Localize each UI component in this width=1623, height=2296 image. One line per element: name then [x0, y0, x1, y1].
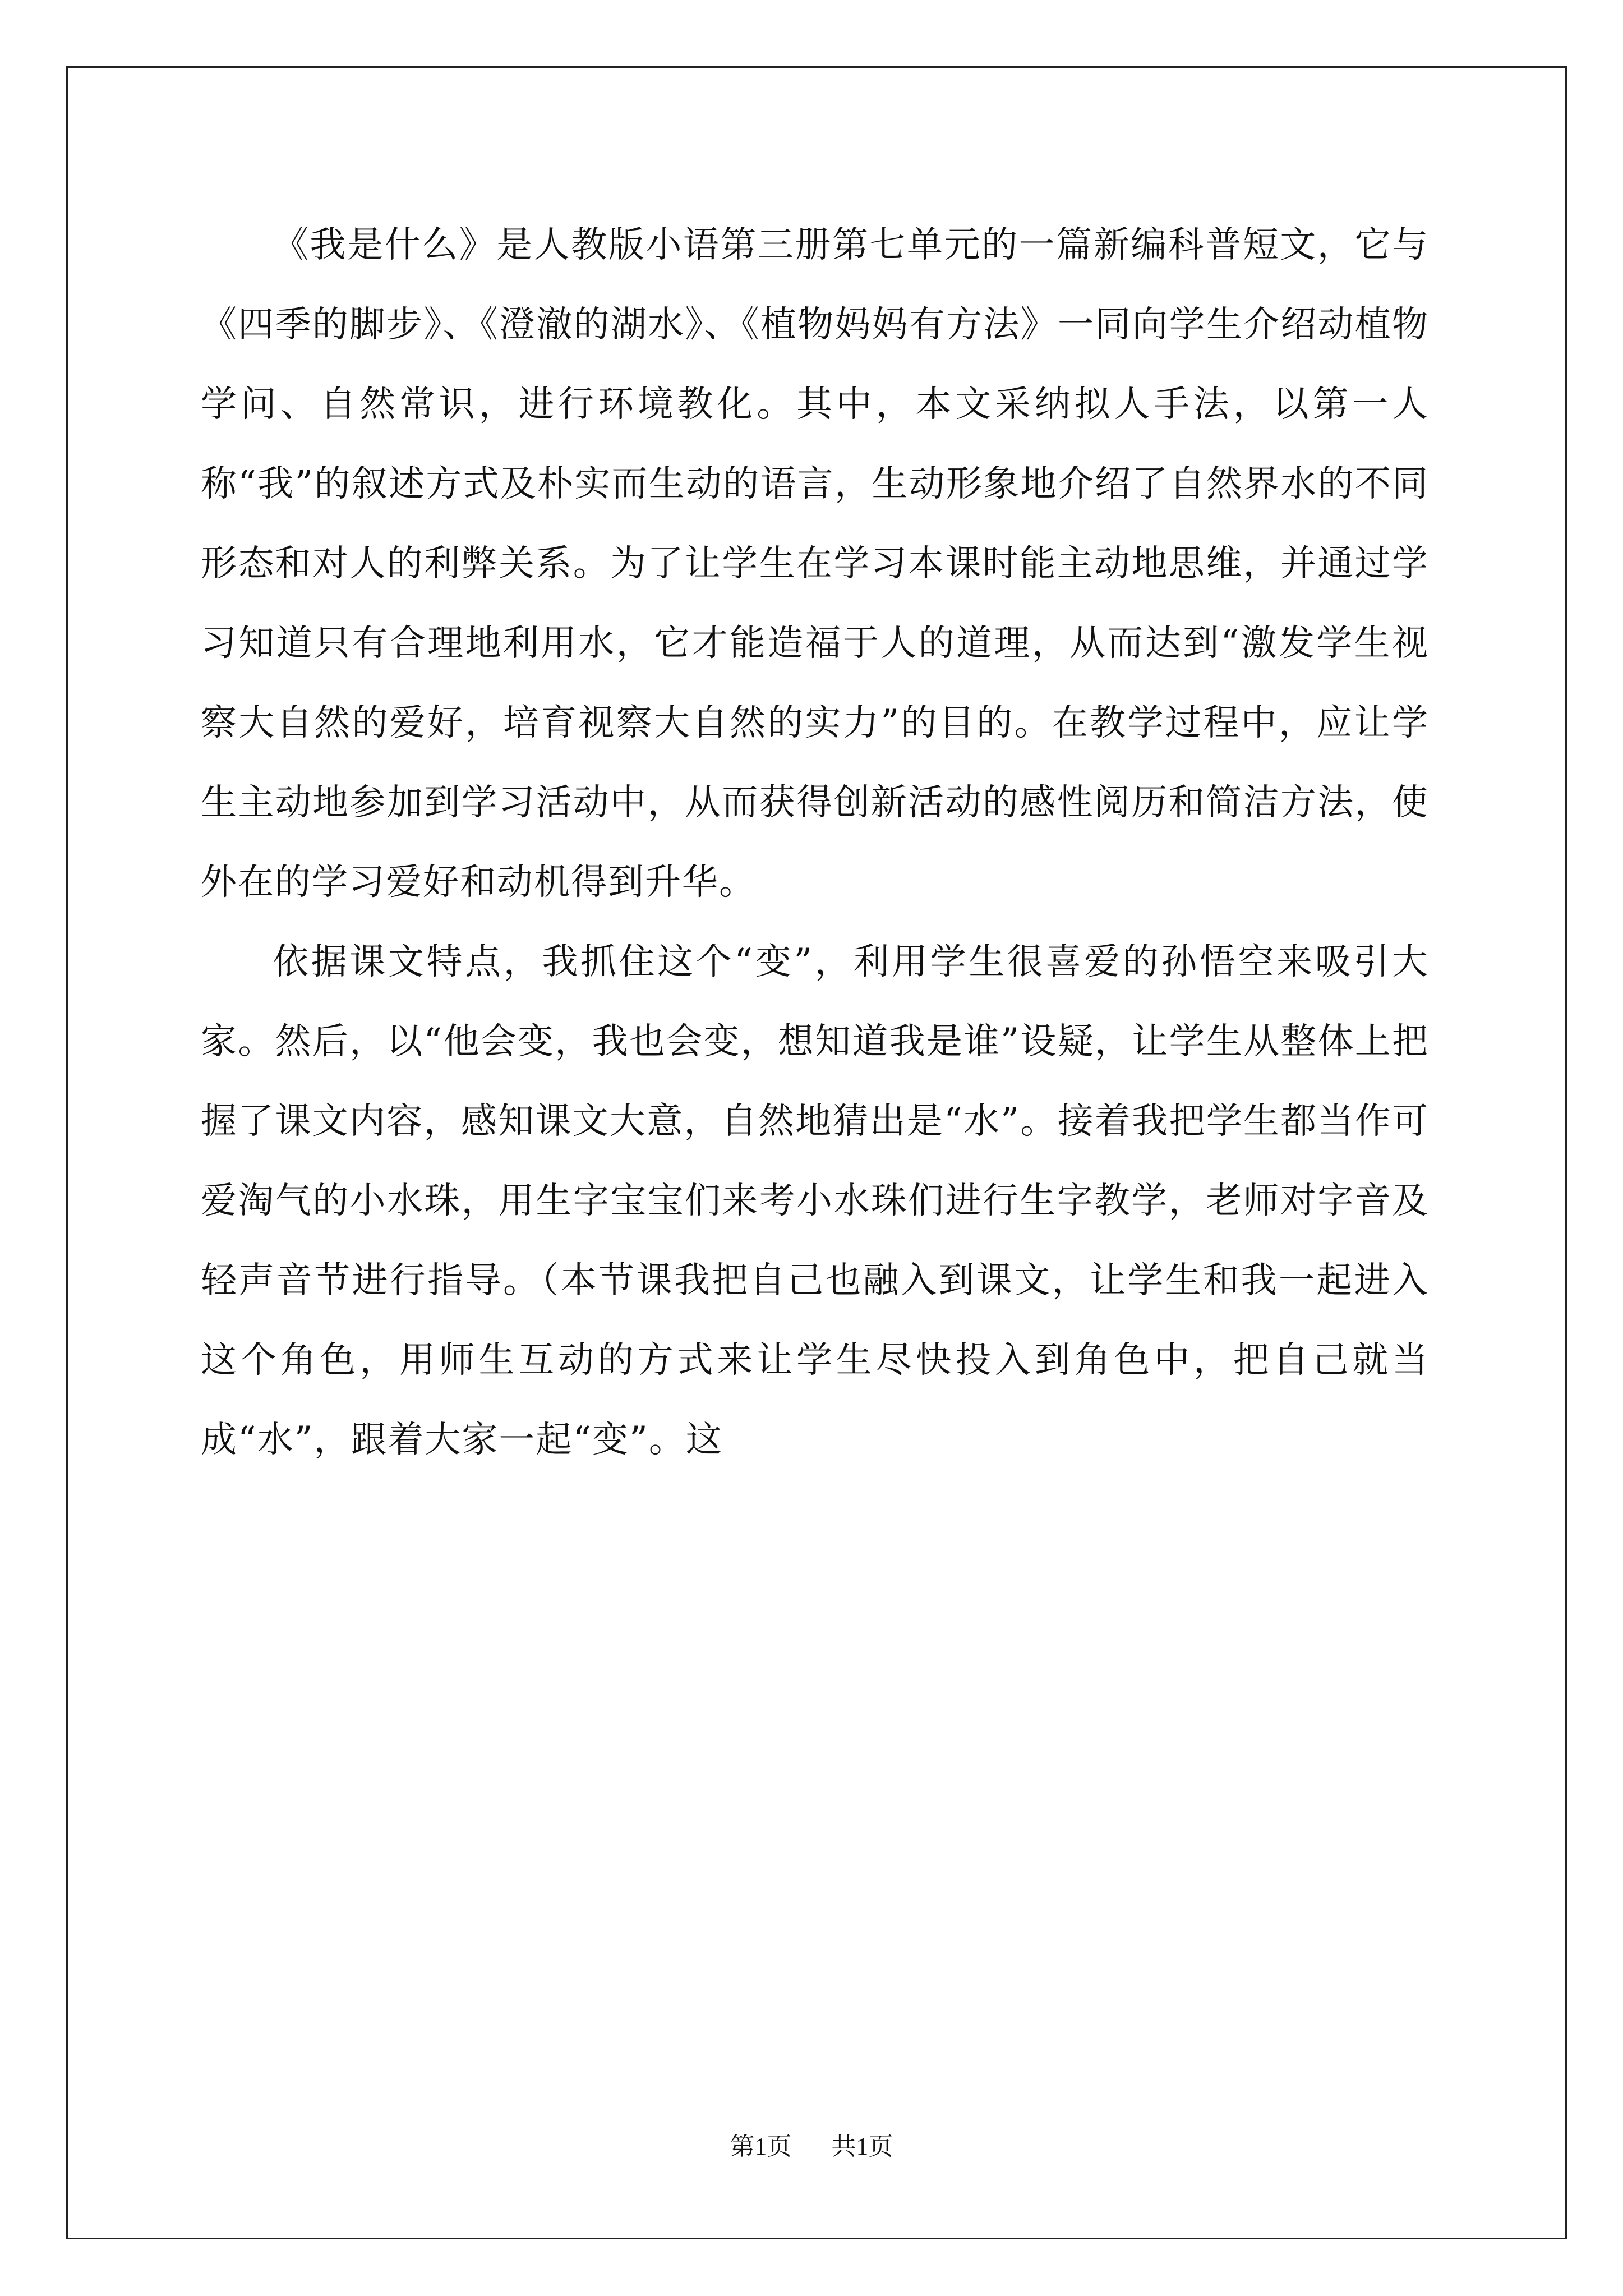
page-number: 第1页 — [730, 2133, 792, 2160]
page-footer — [0, 2126, 1623, 2162]
page-total: 共1页 — [831, 2133, 893, 2160]
paragraph-2: 依据课文特点，我抓住这个“变”，利用学生很喜爱的孙悟空来吸引大家。然后，以“他会变，我也会变，想知道我是谁”设疑，让学生从整体上把握了课文内容，感知课文大意，自然地猜出是“水”。接着我把学生都当作可爱淘气的小水珠，用生字宝宝们来考小水珠们进行生字教学，老师对字音及轻声音节进行指导。（本节课我把自己也融入到课文，让学生和我一起进入这个角色，用师生互动的方式来让学生尽快投入到角色中，把自己就当成“水”，跟着大家一起“变”。这 — [201, 941, 1429, 1461]
document-body — [201, 205, 1429, 1480]
paragraph-1: 《我是什么》是人教版小语第三册第七单元的一篇新编科普短文，它与《四季的脚步》、《澄澈的湖水》、《植物妈妈有方法》一同向学生介绍动植物学问、自然常识，进行环境教化。其中，本文采纳拟人手法，以第一人称“我”的叙述方式及朴实而生动的语言，生动形象地介绍了自然界水的不同形态和对人的利弊关系。为了让学生在学习本课时能主动地思维，并通过学习知道只有合理地利用水，它才能造福于人的道理，从而达到“激发学生视察大自然的爱好，培育视察大自然的实力”的目的。在教学过程中，应让学生主动地参加到学习活动中，从而获得创新活动的感性阅历和简洁方法，使外在的学习爱好和动机得到升华。 — [201, 224, 1429, 903]
